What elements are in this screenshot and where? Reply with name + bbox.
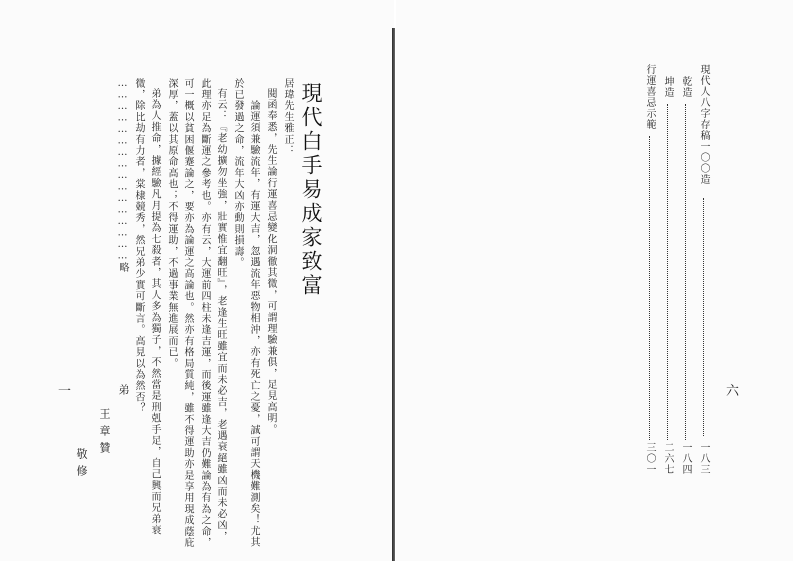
signature-prefix: 弟 [117, 384, 130, 401]
right-page [396, 0, 793, 561]
toc-entry-label: 行運喜忌示範 [644, 64, 655, 130]
body-column: 論運須兼驗流年，有運大吉，忽遇流年惡物相沖，亦有死亡之憂，誠可謂天機難測矣！尤其 [248, 100, 259, 548]
right-page-number: 六 [726, 384, 740, 399]
toc-leader [667, 104, 668, 440]
body-column: 閱函奉悉，先生論行運喜忌變化洞徹其微，可謂理驗兼俱，足見高明。 [265, 88, 276, 436]
body-column: 有云：『老幼擴勿坐強，壯實惟宜翻旺』，老逢生旺雖宜而未必吉，老遇衰絕雖凶而未必凶， [215, 88, 226, 543]
signature-name: 王章贊 [98, 408, 111, 459]
salutation: 居瑋先生雅正： [282, 78, 293, 157]
body-column: 深厚，蓋以其原命高也；不得運助，不過事業無進展而已。 [166, 78, 177, 370]
left-page-number: 一 [58, 384, 72, 399]
book-gutter [392, 28, 395, 561]
left-page [0, 0, 394, 561]
body-column: 弟為人推命，據經驗凡月提為七殺者，其人多為獨子，不然當是刑剋手足，自己興而兄弟衰 [149, 88, 160, 536]
toc-leader [685, 104, 686, 440]
toc-entry-label: 現代人八字存稿一〇〇造 [698, 64, 709, 185]
toc-leader [649, 136, 650, 440]
signature-suffix: 敬修 [75, 448, 88, 482]
toc-entry-label: 乾造 [680, 76, 691, 98]
body-column: 於已發過之命，流年大凶亦動則損壽。 [232, 78, 243, 269]
toc-entry-page: 一八三 [698, 442, 709, 475]
body-column: 微，除比劫有力者，棠棣競秀，然兄弟少實可斷言。高見以為然否？ [133, 78, 144, 414]
toc-entry-page: 三〇一 [644, 442, 655, 475]
body-column: 可一概以貧困偃蹇論之，要亦為論運之高論也。然亦有格局質純，雖不得運助亦是享用現成蔭庇 [182, 78, 193, 549]
closing-line: …………………………………………略 [117, 78, 128, 273]
toc-entry-page: 一八四 [680, 442, 691, 475]
toc-entry-label: 坤造 [662, 76, 673, 98]
toc-leader [703, 198, 704, 436]
body-column: 此理亦足為斷運之參考也。亦有云，大運前四柱未逢吉運，而後運雖逢大吉仍難論為有為之命， [199, 78, 210, 549]
toc-entry-page: 二六七 [662, 442, 673, 475]
article-title: 現代白手易成家致富 [299, 82, 323, 298]
